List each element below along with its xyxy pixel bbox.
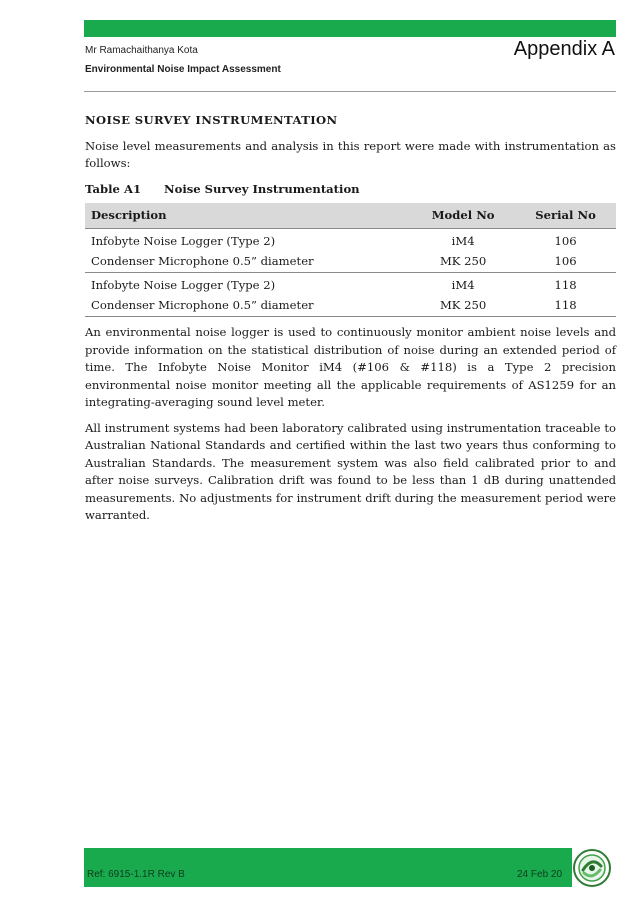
column-header-model-no: Model No xyxy=(411,203,515,229)
cell-description: Infobyte Noise Logger (Type 2) xyxy=(91,234,276,249)
cell-model-no: iM4 xyxy=(451,234,475,249)
cell-serial-no: 118 xyxy=(515,296,616,317)
cell-serial-no: 106 xyxy=(554,234,577,249)
table-row xyxy=(85,252,616,273)
header-accent-bar xyxy=(84,20,616,37)
page-content xyxy=(85,112,616,533)
cell-model-no: MK 250 xyxy=(411,252,515,273)
calibration-paragraph: All instrument systems had been laboratory calibrated using instrumentation traceable to Australian National Standards and certified within the last two years thus conforming to Australian Standards. The measurement system was also field calibrated prior to and after noise surveys. Calibration drift was found to be less than 1 dB during unattended measurements. No adjustments for instrument drift during the measurement period were warranted. xyxy=(85,420,616,522)
cell-model-no: iM4 xyxy=(451,278,475,293)
cell-description: Infobyte Noise Logger (Type 2) xyxy=(91,278,276,293)
report-title: Environmental Noise Impact Assessment xyxy=(85,64,281,75)
header-divider xyxy=(84,91,616,92)
client-name: Mr Ramachaithanya Kota xyxy=(85,45,198,56)
appendix-label: Appendix A xyxy=(513,38,615,60)
column-header-serial-no: Serial No xyxy=(515,203,616,229)
instrumentation-table xyxy=(85,203,616,317)
logger-description-paragraph: An environmental noise logger is used to continuously monitor ambient noise levels and provide information on the statistical distribution of noise during an extended period of time. The Infobyte Noise Monitor iM4 (#106 & #118) is a Type 2 precision environmental noise monitor meeting all the applicable requirements of AS1259 for an integrating-averaging sound level meter. xyxy=(85,325,616,409)
footer-date: 24 Feb 20 xyxy=(517,869,563,880)
footer-bar xyxy=(84,848,572,887)
cell-description: Condenser Microphone 0.5” diameter xyxy=(85,296,411,317)
cell-description: Condenser Microphone 0.5” diameter xyxy=(85,252,411,273)
cell-model-no: MK 250 xyxy=(411,296,515,317)
table-row xyxy=(85,229,616,253)
table-caption-title: Noise Survey Instrumentation xyxy=(164,181,360,196)
cell-serial-no: 118 xyxy=(554,278,577,293)
table-caption xyxy=(85,181,616,199)
cell-serial-no: 106 xyxy=(515,252,616,273)
table-row xyxy=(85,296,616,317)
section-heading: NOISE SURVEY INSTRUMENTATION xyxy=(85,113,338,127)
intro-paragraph: Noise level measurements and analysis in this report were made with instrumentation as follows: xyxy=(85,138,616,170)
table-header-row xyxy=(85,203,616,229)
footer-reference: Ref: 6915-1.1R Rev B xyxy=(87,869,185,880)
company-logo-icon xyxy=(572,848,612,888)
table-caption-number: Table A1 xyxy=(85,181,142,196)
table-row xyxy=(85,273,616,297)
column-header-description: Description xyxy=(85,203,411,229)
